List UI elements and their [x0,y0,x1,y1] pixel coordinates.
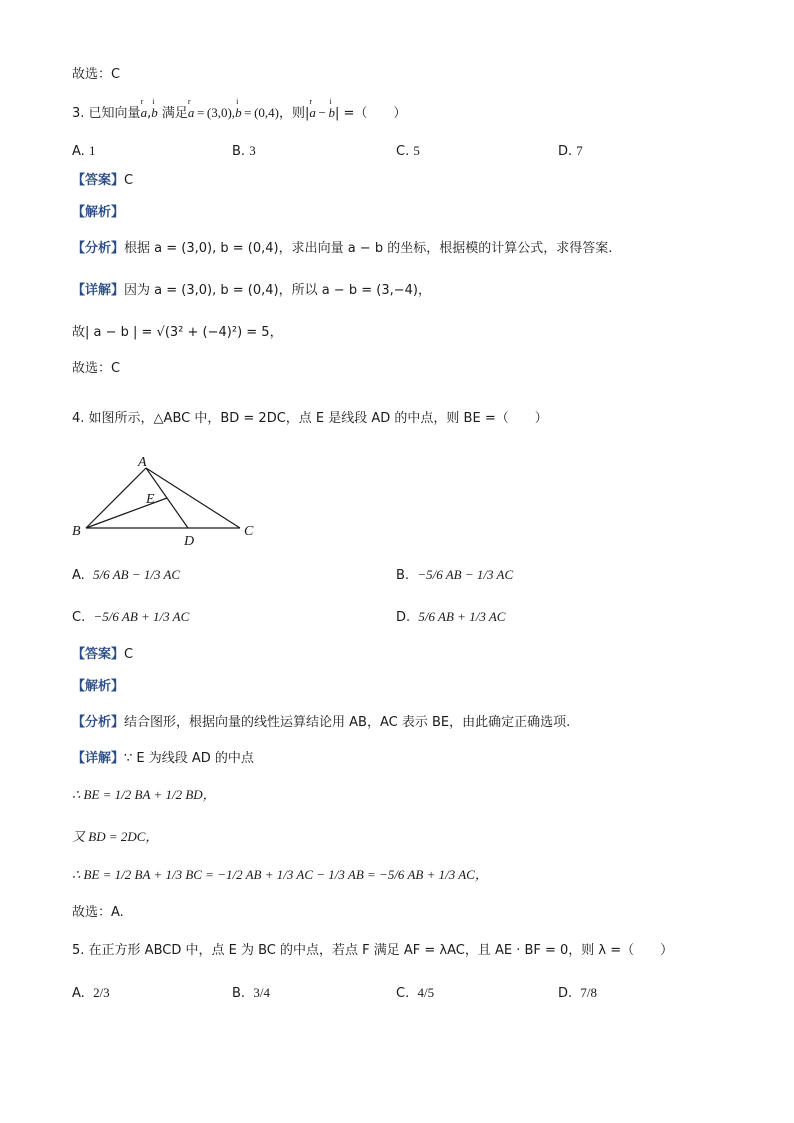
q4-option-a: A. 5/6 AB − 1/3 AC [72,567,181,583]
q3-option-b: B. 3 [232,143,256,159]
q5-option-b: B. 3/4 [232,985,270,1001]
q5-stem: 5. 在正方形 ABCD 中，点 E 为 BC 的中点，若点 F 满足 AF = λAC，且 AE · BF = 0，则 λ =（ ） [72,943,674,958]
q4-fenxi: 【分析】结合图形，根据向量的线性运算结论用 AB，AC 表示 BE，由此确定正确选项. [72,715,571,730]
q4-option-b: B. −5/6 AB − 1/3 AC [396,567,514,583]
q2-choose-line: 故选：C [72,67,121,82]
q4-stem: 4. 如图所示，△ABC 中，BD = 2DC，点 E 是线段 AD 的中点，则 BE =（ ） [72,411,548,426]
q3-fenxi: 【分析】根据 a = (3,0), b = (0,4)，求出向量 a − b 的坐标，根据模的计算公式，求得答案. [72,241,613,256]
segment-ab [86,468,146,528]
q4-answer: 【答案】C [72,647,134,662]
q4-step1: ∴ BE = 1/2 BA + 1/2 BD， [72,787,216,802]
q3-choose: 故选：C [72,361,121,376]
segment-be [86,498,167,528]
q4-option-d: D. 5/6 AB + 1/3 AC [396,609,506,625]
q5-option-a: A. 2/3 [72,985,110,1001]
q4-choose: 故选：A. [72,905,124,920]
q4-analysis-tag: 【解析】 [72,679,125,694]
q3-option-d: D. 7 [558,143,583,159]
q4-step3: ∴ BE = 1/2 BA + 1/3 BC = −1/2 AB + 1/3 AC − 1/3 AB = −5/6 AB + 1/3 AC， [72,867,488,882]
label-c: C [244,524,254,539]
q3-stem: 3. 已知向量 r a, i b 满足 r a = (3,0), i b = (0,4)，则| r a − i b| =（ ） [72,97,407,121]
q3-option-a: A. 1 [72,143,96,159]
label-e: E [146,492,155,507]
q4-step2: 又 BD = 2DC， [72,829,159,844]
q3-answer: 【答案】C [72,173,134,188]
segment-ac [146,468,240,528]
q4-option-c: C. −5/6 AB + 1/3 AC [72,609,190,625]
q3-xiangjie: 【详解】因为 a = (3,0), b = (0,4)，所以 a − b = (3,−4)， [72,283,431,298]
label-b: B [72,524,81,539]
q3-analysis-tag: 【解析】 [72,205,125,220]
label-d: D [184,534,195,548]
q3-option-c: C. 5 [396,143,420,159]
triangle-figure [66,456,266,548]
label-a: A [138,456,147,470]
q4-xiangjie: 【详解】∵ E 为线段 AD 的中点 [72,751,254,766]
q5-option-c: C. 4/5 [396,985,435,1001]
q3-result: 故| a − b | = √(3² + (−4)²) = 5， [72,325,283,340]
q5-option-d: D. 7/8 [558,985,598,1001]
